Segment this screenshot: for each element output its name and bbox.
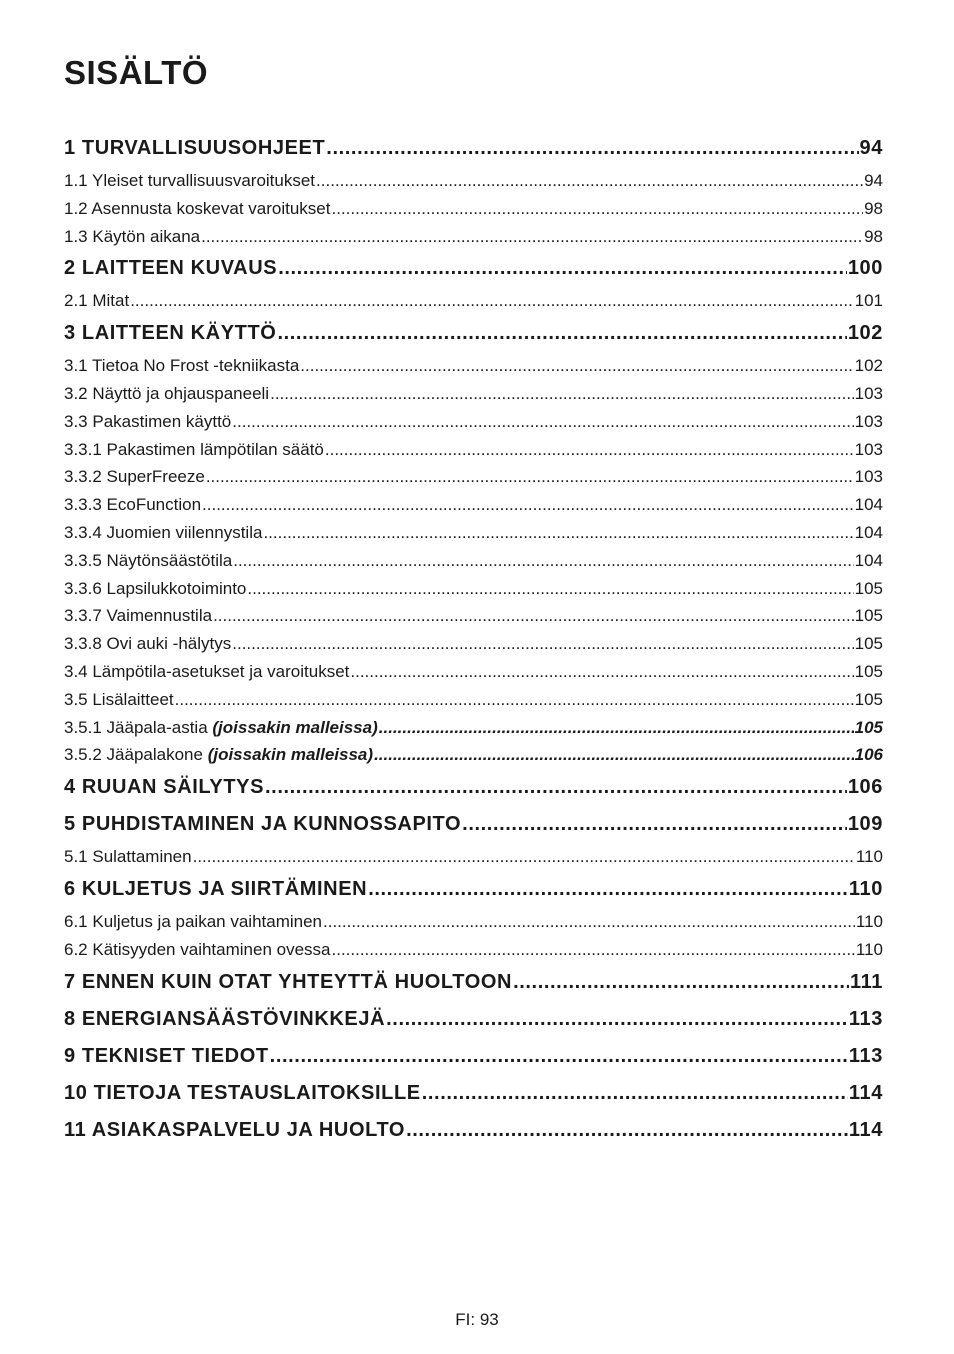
toc-dot-leader xyxy=(213,602,854,630)
toc-entry[interactable] xyxy=(64,463,883,491)
toc-entry-label xyxy=(64,806,461,843)
toc-entry[interactable] xyxy=(64,936,883,964)
toc-entry-page-number: 105 xyxy=(854,717,883,737)
toc-entry-page-number: 101 xyxy=(854,291,883,311)
toc-entry-page-number: 103 xyxy=(854,439,883,459)
toc-dot-leader xyxy=(386,1001,848,1038)
toc-entry[interactable] xyxy=(64,806,883,843)
toc-entry[interactable] xyxy=(64,380,883,408)
toc-entry-page-number: 106 xyxy=(847,776,883,799)
toc-entry[interactable] xyxy=(64,908,883,936)
toc-entry-page-number: 105 xyxy=(854,606,883,626)
toc-entry-page-number: 114 xyxy=(848,1118,883,1141)
toc-entry-page-number: 102 xyxy=(854,356,883,376)
toc-entry-title: 6 KULJETUS JA SIIRTÄMINEN xyxy=(64,877,368,900)
toc-entry-page-number: 110 xyxy=(855,939,883,959)
toc-entry[interactable] xyxy=(64,1038,883,1075)
toc-entry-title: 1 TURVALLISUUSOHJEET xyxy=(64,137,326,159)
toc-entry-label xyxy=(64,463,205,491)
toc-entry-label xyxy=(64,1075,421,1112)
toc-entry-title: 7 ENNEN KUIN OTAT YHTEYTTÄ HUOLTOON xyxy=(64,970,513,993)
toc-dot-leader xyxy=(332,936,855,964)
toc-entry-title: 6.1 Kuljetus ja paikan vaihtaminen xyxy=(64,911,322,931)
toc-entry-title: 3.3.6 Lapsilukkotoiminto xyxy=(64,578,247,598)
toc-entry[interactable] xyxy=(64,686,883,714)
toc-entry[interactable] xyxy=(64,769,883,806)
toc-entry-page-number: 110 xyxy=(855,847,883,867)
toc-entry-label xyxy=(64,287,129,315)
toc-entry-page-number: 109 xyxy=(847,813,883,836)
toc-entry[interactable] xyxy=(64,575,883,603)
toc-entry-page-number: 110 xyxy=(848,877,883,900)
toc-dot-leader xyxy=(326,130,858,167)
toc-entry-page-number: 105 xyxy=(854,634,883,654)
toc-entry-title: 3.5.1 Jääpala-astia xyxy=(64,717,208,737)
toc-entry-title: 3.3.4 Juomien viilennystila xyxy=(64,522,263,542)
toc-entry-title: 5 PUHDISTAMINEN JA KUNNOSSAPITO xyxy=(64,813,462,836)
toc-entry-note: (joissakin malleissa) xyxy=(207,745,374,765)
toc-entry-label xyxy=(64,408,231,436)
toc-entry-title: 3.3.7 Vaimennustila xyxy=(64,606,213,626)
toc-entry-label xyxy=(64,658,349,686)
toc-entry-label xyxy=(64,843,192,871)
toc-entry-label xyxy=(64,575,246,603)
toc-dot-leader xyxy=(201,223,863,251)
toc-entry-label xyxy=(64,714,378,742)
toc-entry-title: 3.2 Näyttö ja ohjauspaneeli xyxy=(64,383,270,403)
toc-entry-label xyxy=(64,250,277,287)
toc-entry-page-number: 98 xyxy=(864,226,883,246)
toc-entry-title: 10 TIETOJA TESTAUSLAITOKSILLE xyxy=(64,1081,421,1104)
toc-entry[interactable] xyxy=(64,250,883,287)
toc-dot-leader xyxy=(316,167,863,195)
toc-entry[interactable] xyxy=(64,602,883,630)
toc-entry-label xyxy=(64,380,269,408)
toc-entry-page-number: 104 xyxy=(854,522,883,542)
toc-entry-label xyxy=(64,964,512,1001)
toc-dot-leader xyxy=(270,380,854,408)
toc-entry-title: 2.1 Mitat xyxy=(64,291,130,311)
toc-entry[interactable] xyxy=(64,714,883,742)
toc-entry-page-number: 106 xyxy=(854,745,883,765)
toc-dot-leader xyxy=(263,519,853,547)
toc-entry-page-number: 111 xyxy=(850,970,883,993)
toc-entry-page-number: 103 xyxy=(854,383,883,403)
toc-entry-title: 5.1 Sulattaminen xyxy=(64,847,192,867)
toc-entry-label xyxy=(64,1038,269,1075)
toc-dot-leader xyxy=(350,658,853,686)
toc-entry[interactable] xyxy=(64,741,883,769)
toc-entry-page-number: 105 xyxy=(854,578,883,598)
toc-entry[interactable] xyxy=(64,436,883,464)
toc-entry-title: 3.3.5 Näytönsäästötila xyxy=(64,550,233,570)
toc-entry-label xyxy=(64,871,367,908)
toc-entry-note: (joissakin malleissa) xyxy=(212,717,378,737)
toc-entry-label xyxy=(64,936,331,964)
toc-entry-title: 1.3 Käytön aikana xyxy=(64,226,201,246)
toc-dot-leader xyxy=(202,491,854,519)
toc-entry-label xyxy=(64,630,231,658)
toc-entry-title: 9 TEKNISET TIEDOT xyxy=(64,1044,269,1067)
toc-dot-leader xyxy=(300,352,853,380)
toc-entry-title: 2 LAITTEEN KUVAUS xyxy=(64,257,278,280)
toc-dot-leader xyxy=(374,741,854,769)
toc-dot-leader xyxy=(406,1112,848,1149)
toc-entry-page-number: 94 xyxy=(864,171,883,190)
toc-entry-label xyxy=(64,130,325,167)
toc-entry[interactable] xyxy=(64,195,883,223)
toc-dot-leader xyxy=(232,630,853,658)
toc-entry[interactable] xyxy=(64,352,883,380)
toc-entry[interactable] xyxy=(64,630,883,658)
toc-entry-page-number: 104 xyxy=(854,550,883,570)
toc-entry-label xyxy=(64,315,276,352)
toc-dot-leader xyxy=(270,1038,848,1075)
toc-entry-page-number: 102 xyxy=(847,322,883,345)
toc-entry-label xyxy=(64,223,200,251)
toc-entry-title: 6.2 Kätisyyden vaihtaminen ovessa xyxy=(64,939,331,959)
toc-entry-page-number: 103 xyxy=(854,411,883,431)
toc-entry[interactable] xyxy=(64,964,883,1001)
toc-entry-title: 3.1 Tietoa No Frost -tekniikasta xyxy=(64,356,300,376)
toc-dot-leader xyxy=(265,769,847,806)
page-title: SISÄLTÖ xyxy=(64,54,209,91)
toc-entry-label xyxy=(64,1112,405,1149)
toc-dot-leader xyxy=(513,964,849,1001)
toc-dot-leader xyxy=(368,871,848,908)
toc-entry-title: 11 ASIAKASPALVELU JA HUOLTO xyxy=(64,1118,406,1141)
toc-entry-label xyxy=(64,1001,385,1038)
toc-entry-page-number: 114 xyxy=(848,1081,883,1104)
toc-entry-label xyxy=(64,167,315,195)
toc-entry-title: 3.5 Lisälaitteet xyxy=(64,689,174,709)
toc-entry-title: 1.2 Asennusta koskevat varoitukset xyxy=(64,198,331,218)
toc-entry[interactable] xyxy=(64,1001,883,1038)
toc-entry-label xyxy=(64,195,331,223)
toc-dot-leader xyxy=(325,436,854,464)
toc-entry[interactable] xyxy=(64,491,883,519)
toc-entry-title: 3.4 Lämpötila-asetukset ja varoitukset xyxy=(64,661,350,681)
toc-entry-label xyxy=(64,491,201,519)
toc-entry-label xyxy=(64,686,174,714)
toc-dot-leader xyxy=(233,547,853,575)
toc-entry-page-number: 113 xyxy=(848,1044,883,1067)
toc-entry[interactable] xyxy=(64,547,883,575)
toc-entry-label xyxy=(64,547,232,575)
toc-dot-leader xyxy=(332,195,864,223)
toc-dot-leader xyxy=(247,575,853,603)
toc-entry-title: 1.1 Yleiset turvallisuusvaroitukset xyxy=(64,171,316,190)
toc-entry[interactable] xyxy=(64,167,883,195)
toc-entry-title: 4 RUUAN SÄILYTYS xyxy=(64,776,265,799)
toc-dot-leader xyxy=(323,908,855,936)
toc-entry-page-number: 94 xyxy=(859,137,883,159)
toc-entry-title: 3.5.2 Jääpalakone xyxy=(64,745,203,765)
toc-entry[interactable] xyxy=(64,315,883,352)
toc-entry-page-number: 104 xyxy=(854,495,883,515)
toc-entry[interactable] xyxy=(64,1112,883,1149)
toc-entry-page-number: 98 xyxy=(864,198,883,218)
toc-dot-leader xyxy=(193,843,855,871)
toc-entry-title: 3.3.2 SuperFreeze xyxy=(64,467,205,487)
toc-entry[interactable] xyxy=(64,408,883,436)
toc-entry-title: 3 LAITTEEN KÄYTTÖ xyxy=(64,322,277,345)
toc-entry-page-number: 105 xyxy=(854,661,883,681)
toc-entry-label xyxy=(64,436,324,464)
toc-dot-leader xyxy=(232,408,853,436)
page-number: FI: 93 xyxy=(455,1310,499,1329)
toc-entry-title: 3.3.3 EcoFunction xyxy=(64,495,202,515)
toc-entry-label xyxy=(64,602,212,630)
toc-entry[interactable] xyxy=(64,871,883,908)
toc-dot-leader xyxy=(130,287,853,315)
toc-entry-page-number: 100 xyxy=(847,257,883,280)
toc-entry-label xyxy=(64,741,373,769)
toc-dot-leader xyxy=(175,686,854,714)
toc-dot-leader xyxy=(277,315,846,352)
toc-entry[interactable] xyxy=(64,130,883,167)
toc-dot-leader xyxy=(278,250,847,287)
toc-entry-page-number: 113 xyxy=(848,1007,883,1030)
toc-entry-label xyxy=(64,769,264,806)
toc-entry[interactable] xyxy=(64,287,883,315)
toc-entry[interactable] xyxy=(64,658,883,686)
toc-dot-leader xyxy=(462,806,847,843)
toc-entry-title: 3.3 Pakastimen käyttö xyxy=(64,411,232,431)
toc-entry-page-number: 103 xyxy=(854,467,883,487)
toc-entry-title: 8 ENERGIANSÄÄSTÖVINKKEJÄ xyxy=(64,1007,386,1030)
toc-entry[interactable] xyxy=(64,843,883,871)
toc-entry-page-number: 110 xyxy=(855,911,883,931)
toc-entry-label xyxy=(64,352,299,380)
toc-entry-page-number: 105 xyxy=(854,689,883,709)
toc-entry-title: 3.3.1 Pakastimen lämpötilan säätö xyxy=(64,439,324,459)
toc-dot-leader xyxy=(379,714,854,742)
toc-entry[interactable] xyxy=(64,519,883,547)
table-of-contents xyxy=(64,130,883,1149)
toc-entry-title: 3.3.8 Ovi auki -hälytys xyxy=(64,634,232,654)
toc-entry-label xyxy=(64,908,322,936)
toc-dot-leader xyxy=(422,1075,848,1112)
toc-entry-label xyxy=(64,519,262,547)
toc-entry[interactable] xyxy=(64,1075,883,1112)
toc-dot-leader xyxy=(206,463,854,491)
toc-entry[interactable] xyxy=(64,223,883,251)
